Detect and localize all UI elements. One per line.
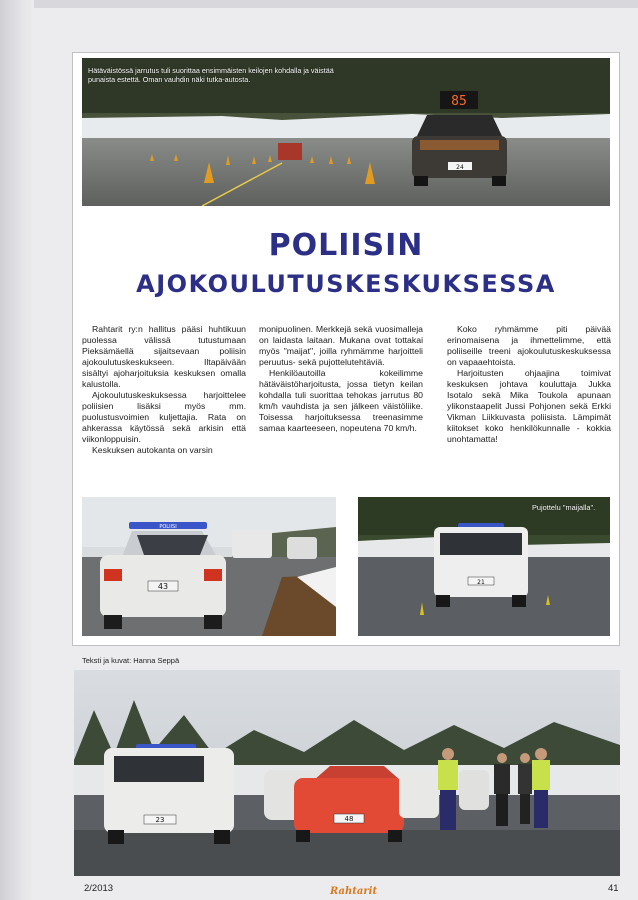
plate-top: 24 <box>456 164 464 171</box>
plate-bottom-car: 48 <box>344 815 354 823</box>
magazine-logo: Rahtarit <box>330 886 378 897</box>
photo-police-car <box>82 497 336 636</box>
article-column-3 <box>447 324 611 445</box>
radar-speed-display: 85 <box>451 94 467 109</box>
col2-paragraph: monipuolinen. Merkkejä sekä vuosimalleja on laidasta laitaan. Mukana ovat tottakai myös "maijat", joilla ryhmämme harjoitteli peruutus- sekä pujottelutehtäviä. <box>259 324 423 367</box>
plate-right: 21 <box>477 579 485 586</box>
col1-paragraph: Rahtarit ry:n hallitus pääsi huhtikuun puolessa välissä tutustumaan Pieksämäellä sijaitsevaan poliisin ajokoulutuskeskukseen. Iltapäivään sisältyi ajoharjoituksia keskuksen omalla kalustolla. <box>82 324 246 389</box>
col3-paragraph: Harjoitusten ohjaajina toimivat keskuksen johtava kouluttaja Jukka Isotalo sekä Mika Toukola apunaan ylikonstaapelit Jussi Pohjonen sekä Erkki Vikman Liikkuvasta poliisista. Lämpimät kiitokset koko henkilökunnalle - kokkia unohtamatta! <box>447 368 611 444</box>
plate-left: 43 <box>157 582 169 591</box>
col1-paragraph: Ajokoulutuskeskuksessa harjoittelee poliisien lisäksi myös mm. puolustusvoimien kuljettajia. Rata on ahkerassa käytössä sekä arkisin että viikonloppuisin. <box>82 390 246 444</box>
photo-group-training <box>74 670 620 876</box>
col3-paragraph: Koko ryhmämme piti päivää erinomaisena ja ihmettelimme, että poliiseille treeni ajokoulutuskeskuksessa on vapaaehtoista. <box>447 324 611 367</box>
inset-photo-caption: Pujottelu "maijalla". <box>532 503 596 512</box>
top-photo-caption: Hätäväistössä jarrutus tuli suorittaa ensimmäisten keilojen kohdalla ja väistää punaista estettä. Oman vauhdin näki tutka-autosta. <box>88 66 334 84</box>
article-column-2 <box>259 324 423 434</box>
plate-bottom-van: 23 <box>155 816 165 824</box>
article-column-1 <box>82 324 246 456</box>
title-line-2: AJOKOULUTUSKESKUKSESSA <box>136 270 556 298</box>
police-sign: POLIISI <box>159 524 177 530</box>
issue-number: 2/2013 <box>84 883 114 894</box>
title-line-1: POLIISIN <box>268 228 424 263</box>
photo-credit: Teksti ja kuvat: Hanna Seppä <box>82 656 180 665</box>
top-band <box>0 0 638 8</box>
photo-police-van <box>358 497 610 636</box>
col1-paragraph: Keskuksen autokanta on varsin <box>92 445 213 455</box>
page-spine <box>0 0 34 900</box>
col2-paragraph: Henkilöautoilla kokeilimme hätäväistöharjoitusta, jossa tietyn keilan kohdalla tuli suorittaa tehokas jarrutus 80 km/h vauhdista ja sen jälkeen väistöliike. Toisessa harjoituksessa treenasimme samaa kaarteeseen, nopeutena 70 km/h. <box>259 368 423 433</box>
page-number: 41 <box>608 883 619 894</box>
